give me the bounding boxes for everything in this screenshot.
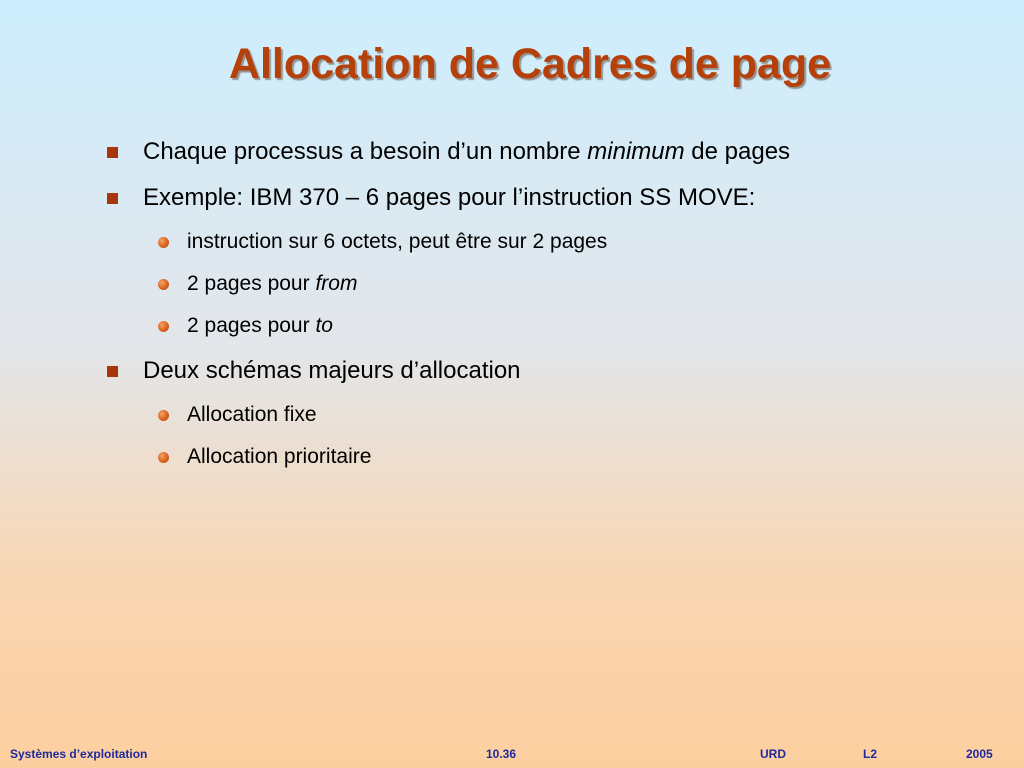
- round-bullet-icon: [158, 279, 169, 290]
- sub-bullet-text: 2 pages pour to: [187, 314, 333, 337]
- round-bullet-icon: [158, 237, 169, 248]
- round-bullet-icon: [158, 321, 169, 332]
- sub-bullet-text: instruction sur 6 octets, peut être sur 2 pages: [187, 230, 608, 253]
- square-bullet-icon: [107, 366, 118, 377]
- bullet-text: Deux schémas majeurs d’allocation: [143, 357, 521, 384]
- sub-bullet-item-2: [158, 271, 357, 297]
- bullet-text: Chaque processus a besoin d’un nombre minimum de pages: [143, 138, 791, 165]
- round-bullet-icon: [158, 452, 169, 463]
- sub-bullet-text: 2 pages pour from: [187, 272, 358, 295]
- sub-bullet-item-1: [158, 229, 607, 255]
- round-bullet-icon: [158, 410, 169, 421]
- sub-bullet-text: Allocation fixe: [187, 403, 317, 426]
- sub-bullet-item-5: [158, 444, 371, 470]
- footer-page-number: 10.36: [486, 747, 517, 761]
- slide-title: Allocation de Cadres de page: [228, 40, 832, 88]
- square-bullet-icon: [107, 147, 118, 158]
- footer-institution: URD: [760, 747, 786, 761]
- square-bullet-icon: [107, 193, 118, 204]
- sub-bullet-text: Allocation prioritaire: [187, 445, 372, 468]
- footer-course: Systèmes d’exploitation: [10, 747, 148, 761]
- footer-level: L2: [863, 747, 878, 761]
- sub-bullet-item-4: [158, 402, 317, 428]
- footer-year: 2005: [966, 747, 993, 761]
- bullet-text: Exemple: IBM 370 – 6 pages pour l’instruction SS MOVE:: [143, 184, 756, 211]
- bullet-item-2: [107, 184, 755, 212]
- sub-bullet-item-3: [158, 313, 333, 339]
- bullet-item-1: [107, 138, 790, 166]
- bullet-item-3: [107, 357, 521, 385]
